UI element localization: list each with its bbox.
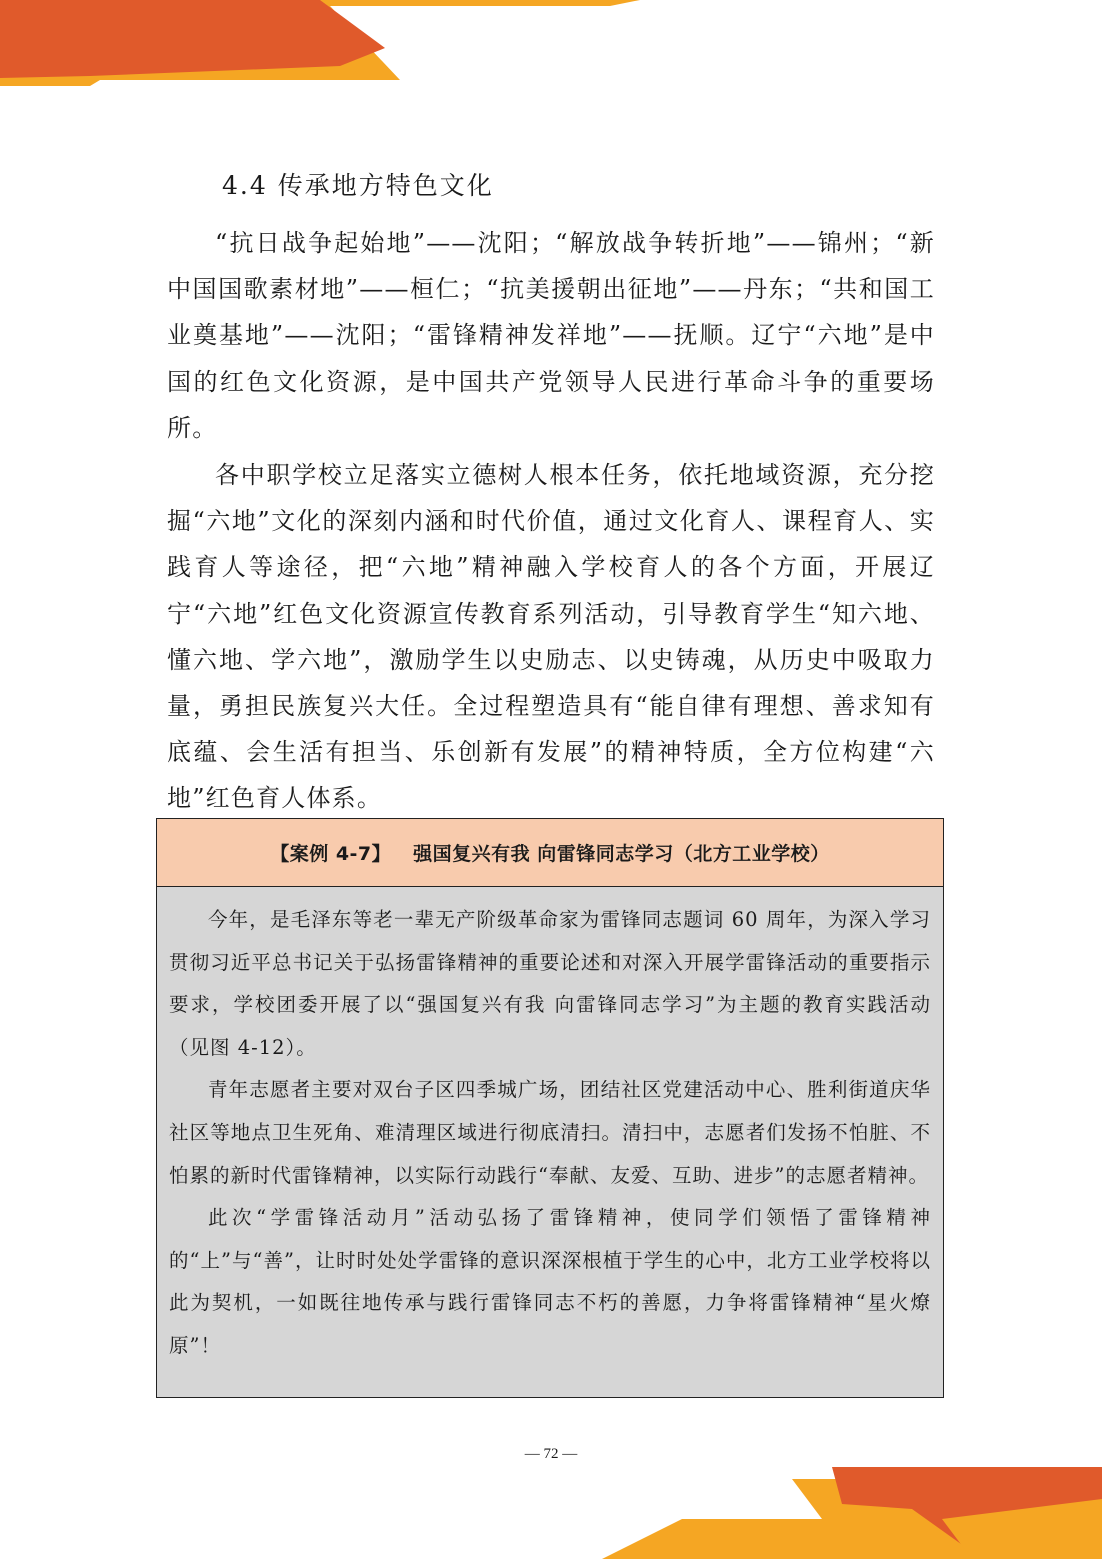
page-number: — 72 — xyxy=(524,1446,578,1462)
case-title: 强国复兴有我 向雷锋同志学习（北方工业学校） xyxy=(413,843,830,865)
section-title: 4.4 传承地方特色文化 xyxy=(222,171,494,200)
case-header xyxy=(157,819,943,887)
case-study-box xyxy=(156,818,944,1398)
case-paragraph-2: 青年志愿者主要对双台子区四季城广场，团结社区党建活动中心、胜利街道庆华社区等地点卫生死角、难清理区域进行彻底清扫。清扫中，志愿者们发扬不怕脏、不怕累的新时代雷锋精神，以实际行动践行“奉献、友爱、互助、进步”的志愿者精神。 xyxy=(169,1078,931,1187)
bottom-decorative-banner xyxy=(502,1449,1102,1559)
case-body xyxy=(157,887,943,1368)
body-paragraph-2: 各中职学校立足落实立德树人根本任务，依托地域资源，充分挖掘“六地”文化的深刻内涵和时代价值，通过文化育人、课程育人、实践育人等途径，把“六地”精神融入学校育人的各个方面，开展辽宁“六地”红色文化资源宣传教育系列活动，引导教育学生“知六地、懂六地、学六地”，激励学生以史励志、以史铸魂，从历史中吸取力量，勇担民族复兴大任。全过程塑造具有“能自律有理想、善求知有底蕴、会生活有担当、乐创新有发展”的精神特质，全方位构建“六地”红色育人体系。 xyxy=(167,461,935,813)
case-paragraph-1: 今年，是毛泽东等老一辈无产阶级革命家为雷锋同志题词 60 周年，为深入学习贯彻习近平总书记关于弘扬雷锋精神的重要论述和对深入开展学雷锋活动的重要指示要求，学校团委开展了以“强国复兴有我 向雷锋同志学习”为主题的教育实践活动（见图 4-12）。 xyxy=(169,908,931,1059)
body-paragraph-1: “抗日战争起始地”——沈阳；“解放战争转折地”——锦州；“新中国国歌素材地”——桓仁；“抗美援朝出征地”——丹东；“共和国工业奠基地”——沈阳；“雷锋精神发祥地”——抚顺。辽宁“六地”是中国的红色文化资源，是中国共产党领导人民进行革命斗争的重要场所。 xyxy=(167,229,935,442)
top-decorative-banner xyxy=(0,0,660,90)
top-banner-red-shape xyxy=(0,0,385,78)
case-label: 【案例 4-7】 xyxy=(270,843,392,865)
case-paragraph-3: 此次“学雷锋活动月”活动弘扬了雷锋精神，使同学们领悟了雷锋精神的“上”与“善”，让时时处处学雷锋的意识深深根植于学生的心中，北方工业学校将以此为契机，一如既往地传承与践行雷锋同志不朽的善愿，力争将雷锋精神“星火燎原”！ xyxy=(169,1206,931,1357)
